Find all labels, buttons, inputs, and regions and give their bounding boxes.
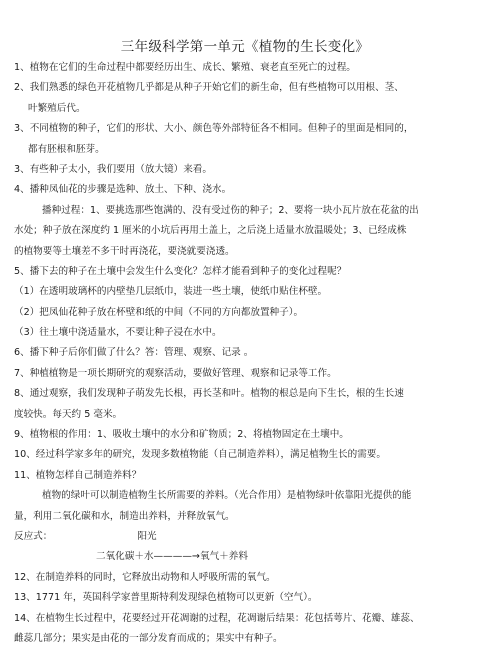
text-line: 量，利用二氧化碳和水，制造出养料，并释放氧气。 bbox=[14, 510, 235, 522]
text-line: 10、经过科学家多年的研究，发现多数植物能（自己制造养料），满足植物生长的需要。 bbox=[14, 449, 386, 461]
text-line: 3、不同植物的种子，它们的形状、大小、颜色等外部特征各不相同。但种子的里面是相同的， bbox=[14, 123, 414, 135]
text-line: 播种过程：1、要挑选那些饱满的、没有受过伤的种子；2、要将一块小瓦片放在花盆的出 bbox=[42, 204, 419, 216]
text-line: 3、有些种子太小，我们要用（放大镜）来看。 bbox=[14, 163, 212, 175]
text-line: 6、播下种子后你们做了什么？答：管理、观察、记录 。 bbox=[14, 347, 254, 359]
text-line: 7、种植植物是一项长期研究的观察活动，要做好管理、观察和记录等工作。 bbox=[14, 367, 337, 379]
text-line: 1、植物在它们的生命过程中都要经历出生、成长、繁殖、衰老直至死亡的过程。 bbox=[14, 62, 356, 73]
text-line: 度较快。每天约 5 毫米。 bbox=[14, 408, 123, 420]
text-line: 9、植物根的作用：1、吸收土壤中的水分和矿物质；2、将植物固定在土壤中。 bbox=[14, 429, 349, 441]
text-line: （3）往土壤中浇适量水，不要让种子浸在水中。 bbox=[14, 327, 222, 339]
text-line: 8、通过观察，我们发现种子萌发先长根，再长茎和叶。植物的根总是向下生长，根的生长速 bbox=[14, 388, 404, 400]
text-line: 叶繁殖后代。 bbox=[28, 102, 86, 114]
reaction-label: 反应式： bbox=[14, 530, 53, 542]
text-line: 2、我们熟悉的绿色开花植物几乎都是从种子开始它们的新生命，但有些植物可以用根、茎、 bbox=[14, 82, 404, 94]
text-line: （2）把凤仙花种子放在杯壁和纸的中间（不同的方向都放置种子）。 bbox=[14, 306, 304, 318]
text-line: 雌蕊几部分；果实是由花的一部分发育而成的；果实中有种子。 bbox=[14, 632, 283, 644]
text-line: 14、在植物生长过程中，花要经过开花凋谢的过程，花凋谢后结果：花包括萼片、花瓣、雄蕊、 bbox=[14, 612, 420, 624]
reaction-label-line bbox=[14, 527, 476, 547]
text-line: 水处；种子放在深度约 1 厘米的小坑后再用土盖上，之后浇上适量水放温暖处；3、已经成株 bbox=[14, 225, 407, 237]
text-line: 4、播种凤仙花的步骤是选种、放土、下种、浇水。 bbox=[14, 184, 232, 196]
text-line: 的植物要等土壤差不多干时再浇花，要浇就要浇透。 bbox=[14, 245, 235, 257]
text-line: 植物的绿叶可以制造植物生长所需要的养料。（光合作用）是植物绿叶依靠阳光提供的能 bbox=[42, 490, 412, 502]
text-line: 13、1771 年，英国科学家普里斯特利发现绿色植物可以更新（空气）。 bbox=[14, 592, 318, 604]
text-line: 5、播下去的种子在土壤中会发生什么变化？怎样才能看到种子的变化过程呢？ bbox=[14, 265, 347, 277]
text-line: 都有胚根和胚芽。 bbox=[28, 143, 105, 155]
text-line: （1）在透明玻璃杯的内壁垫几层纸巾，装进一些土壤，使纸巾贴住杯壁。 bbox=[14, 286, 328, 298]
reaction-condition: 阳光 bbox=[137, 530, 157, 542]
text-line: 11、植物怎样自己制造养料？ bbox=[14, 469, 142, 481]
text-line: 12、在制造养料的同时，它释放出动物和人呼吸所需的氧气。 bbox=[14, 571, 276, 583]
document-title: 三年级科学第一单元《植物的生长变化》 bbox=[120, 39, 370, 55]
reaction-equation: 二氧化碳＋水————→氧气＋养料 bbox=[96, 551, 248, 563]
